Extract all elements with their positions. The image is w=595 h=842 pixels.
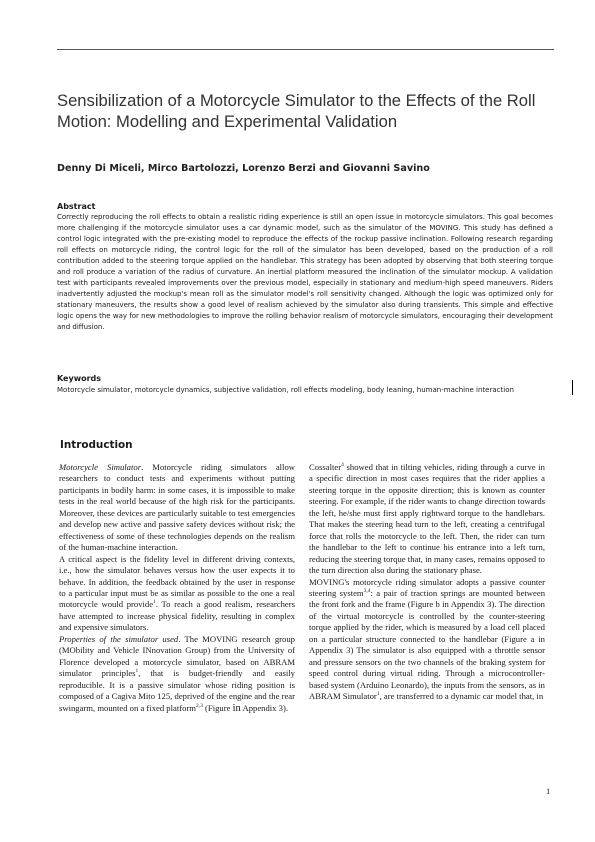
paragraph-text: : a pair of traction springs are mounted between the front fork and the frame (Figure b in Appendix 3). The direction of the virtual motorcycle is controlled by the counter-steering torque applied by the rider, which is measured by a load cell placed on a particular structure connected to the handlebar (Figure a in Appendix 3) The simulator is also equipped with a throttle sensor and pressure sensors on the two channels of the braking system for speed control during virtual riding. Through a microcontroller-based system (Arduino Leonardo), the inputs from the sensors, as in ABRAM Simulator <box>309 587 546 702</box>
intro-paragraph-2 <box>59 554 295 634</box>
paragraph-text: Cossalter <box>309 462 342 472</box>
paragraph-text: . The MOVING research group (MObility and Vehicle INnovation Group) from the University of Florence developed a motorcycle simulator, based on ABRAM simulator principles <box>59 633 295 679</box>
paragraph-text: . To reach a good realism, researchers have attempted to increase physical fidelity, resulting in complex and expensive simulators. <box>59 599 295 633</box>
keywords-heading: Keywords <box>57 374 102 383</box>
abstract-heading: Abstract <box>57 202 96 211</box>
citation-ref: 1 <box>376 691 380 698</box>
paragraph-text: , are transferred to a dynamic car model that, in <box>379 691 544 702</box>
paragraph-text: , that is budget-friendly and easily reproducible. It is a passive simulator whose riding position is composed of a Cagiva Mito 125, deprived of the engine and the rear swingarm, mounted on a fixed platform <box>59 668 295 713</box>
citation-ref: 1 <box>153 599 156 606</box>
intro-paragraph-1 <box>59 462 295 554</box>
page-number: 1 <box>546 786 551 796</box>
intro-paragraph-4 <box>309 462 545 577</box>
paragraph-text: Appendix 3). <box>240 702 288 713</box>
author-list: Denny Di Miceli, Mirco Bartolozzi, Lorenzo Berzi and Giovanni Savino <box>57 163 430 174</box>
paragraph-text: MOVING's motorcycle riding simulator adopts a passive counter steering system <box>309 576 545 598</box>
header-rule <box>57 49 554 50</box>
introduction-heading: Introduction <box>60 439 133 451</box>
keywords-body: Motorcycle simulator, motorcycle dynamics, subjective validation, roll effects modeling, body leaning, human-machine interaction <box>57 386 514 394</box>
paper-title: Sensibilization of a Motorcycle Simulator to the Effects of the Roll Motion: Modelling and Experimental Validation <box>57 91 536 131</box>
run-in-label: Properties of the simulator used <box>59 633 179 644</box>
citation-ref: 3,4 <box>363 588 371 595</box>
paragraph-text: in <box>232 702 241 714</box>
paragraph-text: (Figure <box>202 702 233 713</box>
abstract-body: Correctly reproducing the roll effects to obtain a realistic riding experience is still an open issue in motorcycle simulators. This goal becomes more challenging if the motorcycle simulator uses a car dynamic model, such as the simulator of the MOVING. This study has defined a control logic integrated with the pre-existing model to reproduce the effects of the rockup passive inclination. Following research regarding roll effects on motorcycle riding, the control logic for the roll of the simulator has been developed, based on the production of a roll contribution added to the steering torque applied on the handlebar. This strategy has been adopted by observing that both steering torque and roll produce a variation of the radius of curvature. An inertial platform measured the inclination of the simulator mockup. A validation test with participants revealed improvements over the previous model, especially in stationary and medium-high speed maneuvers. Riders inadvertently adjusted the mockup's mean roll as the simulator model's roll sensitivity changed. Although the logic was optimized only for stationary maneuvers, the results show a good level of realism achieved by the simulator also during transients. This simple and effective logic opens the way for new methodologies to improve the rolling behavior realism of motorcycle simulators, encouraging their development and diffusion. <box>57 213 553 331</box>
text-cursor <box>572 380 573 395</box>
citation-ref: 1 <box>135 668 139 675</box>
left-column <box>59 462 295 714</box>
intro-paragraph-5 <box>309 577 545 703</box>
run-in-label: Motorcycle Simulator <box>59 462 142 472</box>
citation-ref: 4 <box>341 462 344 469</box>
paragraph-text: A critical aspect is the fidelity level in different driving contexts, i.e., how the simulator behaves versus how the user expects it to behave. In addition, the feedback obtained by the user in response to a particular input must be as similar as possible to the one a real motorcycle would provide <box>59 553 295 610</box>
paragraph-text: . Motorcycle riding simulators allow researchers to conduct tests and experiments without putting participants in bodily harm: in some cases, it is impossible to make tests in the real world because of the high risk for the participants. Moreover, these devices are particularly suitable to test emergencies and develop new active and passive safety devices without risk; the effectiveness of some of these technologies depends on the realism of the human-machine interaction. <box>59 462 295 553</box>
citation-ref: 2,3 <box>196 702 203 709</box>
intro-paragraph-3 <box>59 634 295 714</box>
right-column <box>309 462 545 703</box>
paragraph-text: showed that in tilting vehicles, riding through a curve in a specific direction in most cases requires that the rider applies a steering torque in the opposite direction; this is known as counter steering. For example, if the rider wants to change direction towards the left, he/she must first apply rightward torque to the handlebars. That makes the steering head turn to the left, creating a centrifugal force that rolls the motorcycle to the left. Then, the rider can turn the handlebar to the left to continue his entrance into a left turn, reducing the steering torque that, in many cases, remains opposed to the turn direction also during the stationary phase. <box>309 462 545 576</box>
